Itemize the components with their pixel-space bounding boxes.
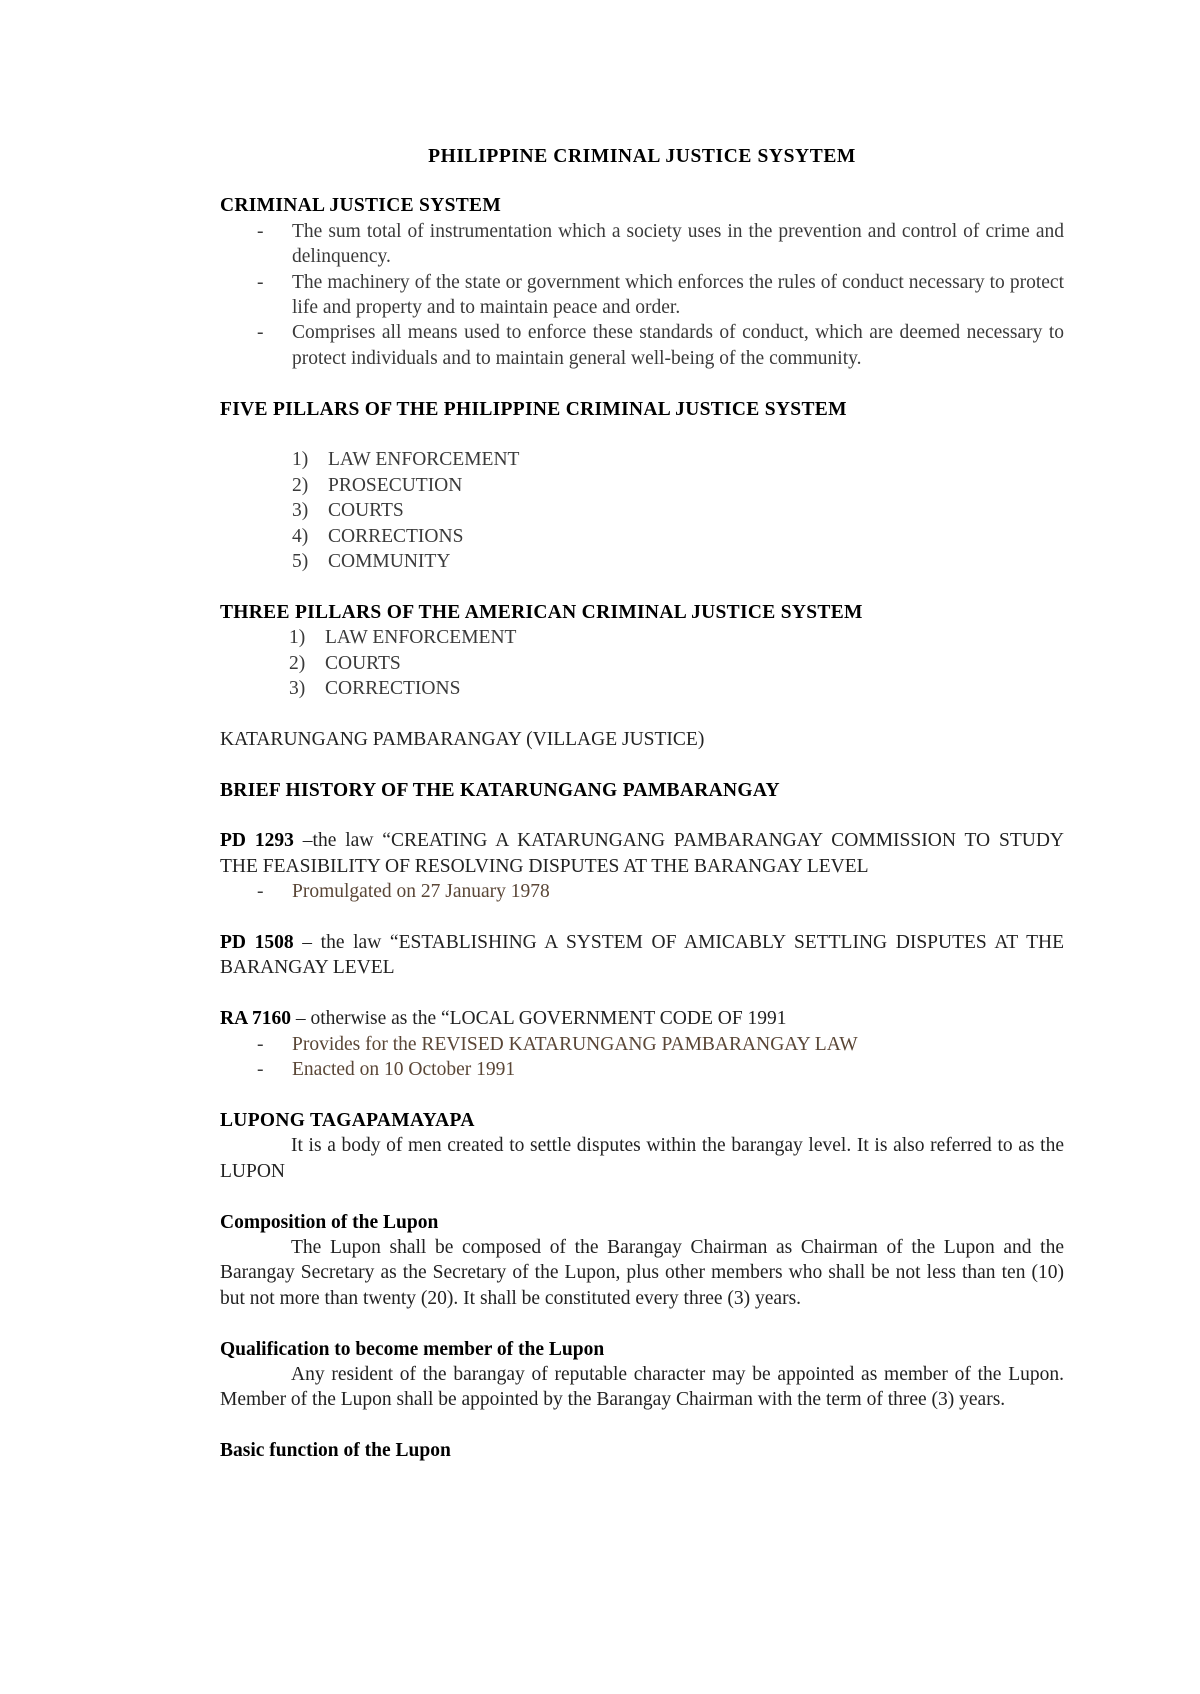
lupon-paragraph: It is a body of men created to settle disputes within the barangay level. It is also referred to as the LUPON <box>220 1135 1064 1182</box>
section-ra7160 <box>220 1006 1064 1082</box>
section-five-pillars <box>220 397 1064 575</box>
ra7160-code: RA 7160 <box>220 1008 291 1030</box>
section-pd1508 <box>220 930 1064 981</box>
list-item: - The machinery of the state or government which enforces the rules of conduct necessary to protect life and property and to maintain peace and order. <box>257 271 1064 319</box>
pd1293-list <box>220 879 1064 904</box>
list-item: 1) LAW ENFORCEMENT <box>292 449 520 471</box>
list-item: 1) LAW ENFORCEMENT <box>289 627 517 649</box>
list-item: - Comprises all means used to enforce these standards of conduct, which are deemed necessary to protect individuals and to maintain general well-being of the community. <box>257 322 1064 369</box>
cjs-heading: CRIMINAL JUSTICE SYSTEM <box>220 195 502 217</box>
five-pillars-heading: FIVE PILLARS OF THE PHILIPPINE CRIMINAL JUSTICE SYSTEM <box>220 398 847 420</box>
section-composition <box>220 1210 1064 1312</box>
list-item: 3) CORRECTIONS <box>289 678 461 700</box>
pd1508-code: PD 1508 <box>220 932 294 954</box>
section-cjs <box>220 193 1064 371</box>
list-item: 4) CORRECTIONS <box>292 525 464 547</box>
section-qualification <box>220 1337 1064 1413</box>
list-item: - Provides for the REVISED KATARUNGANG PAMBARANGAY LAW <box>257 1033 858 1055</box>
ra7160-paragraph: RA 7160 – otherwise as the “LOCAL GOVERNMENT CODE OF 1991 <box>220 1008 787 1030</box>
five-pillars-list <box>220 447 1064 574</box>
section-lupon <box>220 1108 1064 1184</box>
list-item: - The sum total of instrumentation which a society uses in the prevention and control of crime and delinquency. <box>257 220 1064 268</box>
cjs-definition-list <box>220 219 1064 371</box>
section-pd1293 <box>220 828 1064 904</box>
three-pillars-heading: THREE PILLARS OF THE AMERICAN CRIMINAL JUSTICE SYSTEM <box>220 601 863 623</box>
qualification-paragraph: Any resident of the barangay of reputable character may be appointed as member of the Lupon. Member of the Lupon shall be appointed by the Barangay Chairman with the term of three (3) years. <box>220 1363 1064 1411</box>
list-item: 2) COURTS <box>289 652 401 674</box>
composition-heading: Composition of the Lupon <box>220 1211 439 1233</box>
composition-paragraph: The Lupon shall be composed of the Barangay Chairman as Chairman of the Lupon and the Barangay Secretary as the Secretary of the Lupon, plus other members who shall be not less than ten (10) but not more than twenty (20). It shall be constituted every three (3) years. <box>220 1236 1064 1309</box>
list-item: 2) PROSECUTION <box>292 474 463 496</box>
list-item: 3) COURTS <box>292 500 404 522</box>
pd1293-paragraph: PD 1293 –the law “CREATING A KATARUNGANG PAMBARANGAY COMMISSION TO STUDY THE FEASIBILITY OF RESOLVING DISPUTES AT THE BARANGAY LEVEL <box>220 830 1064 877</box>
basic-function-heading: Basic function of the Lupon <box>220 1440 451 1462</box>
list-item: - Promulgated on 27 January 1978 <box>257 881 550 903</box>
lupon-heading: LUPONG TAGAPAMAYAPA <box>220 1109 475 1131</box>
pd1508-paragraph: PD 1508 – the law “ESTABLISHING A SYSTEM OF AMICABLY SETTLING DISPUTES AT THE BARANGAY LEVEL <box>220 932 1065 979</box>
ra7160-list <box>220 1032 1064 1083</box>
kp-title: KATARUNGANG PAMBARANGAY (VILLAGE JUSTICE) <box>220 728 705 750</box>
section-three-pillars <box>220 600 1064 702</box>
list-item: 5) COMMUNITY <box>292 551 451 573</box>
pd1293-code: PD 1293 <box>220 830 294 852</box>
history-heading: BRIEF HISTORY OF THE KATARUNGANG PAMBARANGAY <box>220 779 780 801</box>
three-pillars-list <box>220 625 1064 701</box>
qualification-heading: Qualification to become member of the Lupon <box>220 1338 605 1360</box>
document-title: PHILIPPINE CRIMINAL JUSTICE SYSYTEM <box>428 146 856 167</box>
list-item: - Enacted on 10 October 1991 <box>257 1059 516 1081</box>
